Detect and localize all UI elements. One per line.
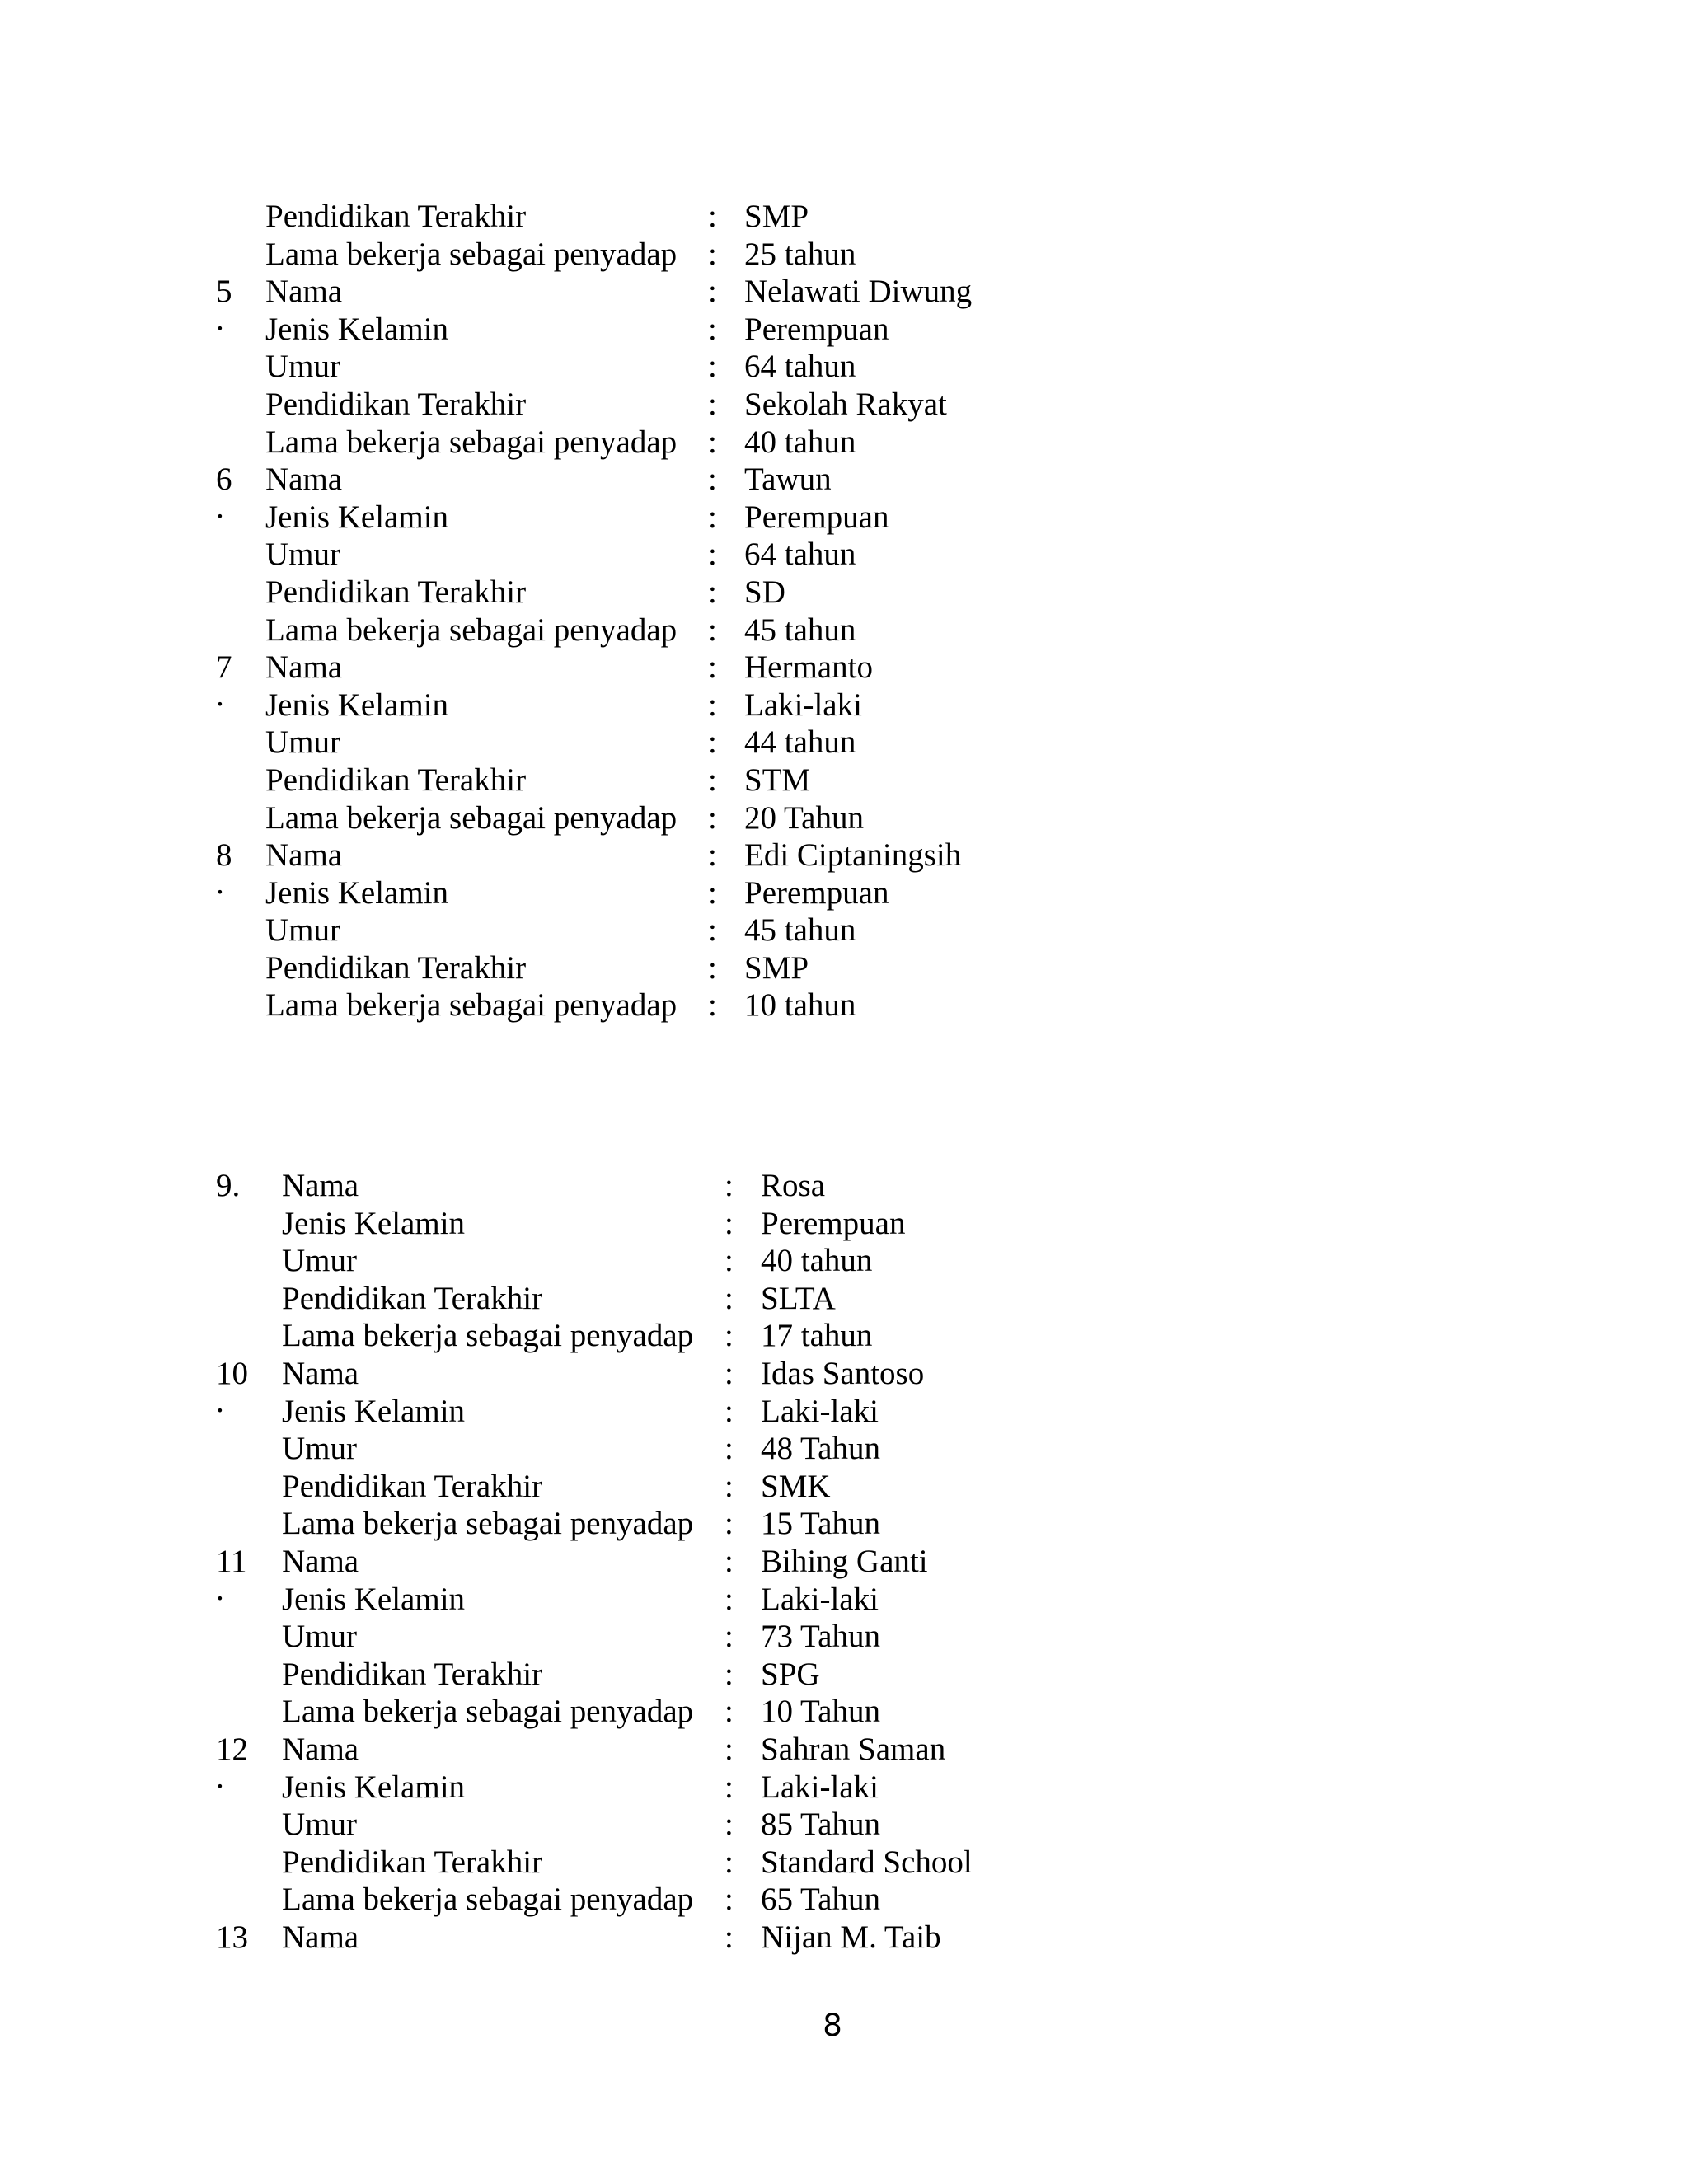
field-colon: : (708, 912, 717, 949)
field-label: Pendidikan Terakhir (265, 199, 527, 234)
field-colon: : (724, 1844, 734, 1880)
field-label: Jenis Kelamin (265, 499, 449, 535)
field-value: 45 tahun (744, 912, 856, 949)
field-colon: : (724, 1393, 734, 1429)
field-label: Nama (282, 1543, 359, 1579)
field-label: Pendidikan Terakhir (265, 574, 527, 610)
field-colon: : (708, 574, 717, 610)
field-label: Pendidikan Terakhir (282, 1468, 543, 1504)
field-value: 40 tahun (744, 424, 856, 460)
field-colon: : (724, 1694, 734, 1730)
field-colon: : (724, 1619, 734, 1655)
field-label: Lama bekerja sebagai penyadap (265, 987, 678, 1024)
field-value: Rosa (761, 1168, 825, 1203)
field-label: Pendidikan Terakhir (282, 1656, 543, 1692)
field-colon: : (708, 274, 717, 310)
field-value: SMK (761, 1468, 831, 1504)
field-label: Pendidikan Terakhir (282, 1844, 543, 1880)
entry-number-period: . (216, 489, 224, 525)
field-label: Pendidikan Terakhir (265, 949, 527, 986)
field-label: Jenis Kelamin (282, 1205, 466, 1241)
field-label: Lama bekerja sebagai penyadap (282, 1506, 694, 1542)
field-label: Nama (265, 649, 343, 686)
field-value: STM (744, 762, 811, 798)
field-colon: : (708, 687, 717, 723)
field-label: Umur (265, 912, 340, 949)
field-label: Jenis Kelamin (282, 1393, 466, 1429)
field-value: 65 Tahun (761, 1882, 880, 1918)
entry-number-period: . (216, 677, 224, 713)
field-label: Umur (265, 724, 340, 761)
entry-number: 10 (216, 1355, 248, 1391)
field-label: Umur (282, 1431, 357, 1467)
field-colon: : (724, 1506, 734, 1542)
field-label: Nama (282, 1168, 359, 1203)
entry-number-period: . (216, 1383, 224, 1419)
field-value: Laki-laki (761, 1581, 879, 1617)
entry-number: 8 (216, 837, 232, 874)
field-label: Nama (282, 1919, 359, 1955)
field-label: Nama (282, 1731, 359, 1767)
field-colon: : (724, 1656, 734, 1692)
field-colon: : (708, 762, 717, 798)
field-value: 45 tahun (744, 612, 856, 648)
field-value: SLTA (761, 1280, 836, 1316)
field-colon: : (708, 874, 717, 911)
entry-number: 11 (216, 1543, 247, 1579)
field-value: Nelawati Diwung (744, 274, 973, 310)
field-value: Laki-laki (744, 687, 862, 723)
entry-number: 6 (216, 462, 232, 498)
entry-number: 9. (216, 1168, 241, 1203)
field-label: Umur (265, 349, 340, 385)
field-colon: : (708, 311, 717, 347)
field-colon: : (708, 649, 717, 686)
field-value: Bihing Ganti (761, 1543, 928, 1579)
field-label: Lama bekerja sebagai penyadap (282, 1694, 694, 1730)
field-label: Lama bekerja sebagai penyadap (282, 1882, 694, 1918)
field-value: SD (744, 574, 785, 610)
field-label: Jenis Kelamin (265, 311, 449, 347)
field-label: Jenis Kelamin (265, 874, 449, 911)
field-value: 64 tahun (744, 537, 856, 573)
field-value: Nijan M. Taib (761, 1919, 941, 1955)
field-colon: : (724, 1581, 734, 1617)
field-value: 40 tahun (761, 1243, 873, 1279)
field-label: Jenis Kelamin (265, 687, 449, 723)
field-colon: : (708, 612, 717, 648)
field-value: Laki-laki (761, 1393, 879, 1429)
field-colon: : (708, 236, 717, 272)
field-colon: : (708, 987, 717, 1024)
field-colon: : (724, 1243, 734, 1279)
field-label: Jenis Kelamin (282, 1769, 466, 1805)
field-colon: : (724, 1280, 734, 1316)
field-colon: : (708, 799, 717, 836)
field-colon: : (708, 349, 717, 385)
field-colon: : (708, 424, 717, 460)
field-colon: : (708, 724, 717, 761)
field-colon: : (724, 1355, 734, 1391)
field-label: Pendidikan Terakhir (265, 762, 527, 798)
field-colon: : (708, 837, 717, 874)
entry-number: 12 (216, 1731, 248, 1767)
field-value: SMP (744, 199, 809, 234)
field-value: Sahran Saman (761, 1731, 946, 1767)
field-value: 17 tahun (761, 1318, 873, 1354)
field-value: 64 tahun (744, 349, 856, 385)
field-label: Jenis Kelamin (282, 1581, 466, 1617)
field-label: Umur (282, 1243, 357, 1279)
field-value: Idas Santoso (761, 1355, 925, 1391)
field-label: Umur (282, 1619, 357, 1655)
field-value: 10 tahun (744, 987, 856, 1024)
field-value: Sekolah Rakyat (744, 386, 947, 422)
field-value: Laki-laki (761, 1769, 879, 1805)
field-value: 20 Tahun (744, 799, 864, 836)
field-value: Perempuan (744, 311, 889, 347)
page-number: 8 (823, 2008, 842, 2043)
field-colon: : (724, 1468, 734, 1504)
field-colon: : (708, 537, 717, 573)
entry-number: 7 (216, 649, 232, 686)
entry-number-period: . (216, 1759, 224, 1795)
field-colon: : (708, 462, 717, 498)
field-colon: : (708, 199, 717, 234)
field-label: Lama bekerja sebagai penyadap (265, 236, 678, 272)
field-label: Nama (265, 837, 343, 874)
field-colon: : (724, 1769, 734, 1805)
entry-number-period: . (216, 1571, 224, 1607)
field-colon: : (724, 1731, 734, 1767)
field-colon: : (724, 1318, 734, 1354)
field-label: Nama (265, 462, 343, 498)
field-label: Umur (265, 537, 340, 573)
field-label: Lama bekerja sebagai penyadap (265, 799, 678, 836)
field-value: 25 tahun (744, 236, 856, 272)
entry-number: 13 (216, 1919, 248, 1955)
field-label: Pendidikan Terakhir (265, 386, 527, 422)
field-label: Lama bekerja sebagai penyadap (282, 1318, 694, 1354)
field-colon: : (724, 1168, 734, 1203)
field-value: 48 Tahun (761, 1431, 880, 1467)
field-value: SMP (744, 949, 809, 986)
field-colon: : (724, 1919, 734, 1955)
field-value: Tawun (744, 462, 832, 498)
field-value: 44 tahun (744, 724, 856, 761)
field-colon: : (724, 1205, 734, 1241)
field-value: 15 Tahun (761, 1506, 880, 1542)
field-value: 85 Tahun (761, 1807, 880, 1843)
field-label: Pendidikan Terakhir (282, 1280, 543, 1316)
field-colon: : (708, 949, 717, 986)
field-value: Perempuan (744, 874, 889, 911)
field-value: Edi Ciptaningsih (744, 837, 962, 874)
field-colon: : (724, 1807, 734, 1843)
field-value: 73 Tahun (761, 1619, 880, 1655)
field-colon: : (724, 1543, 734, 1579)
field-value: 10 Tahun (761, 1694, 880, 1730)
field-value: Standard School (761, 1844, 973, 1880)
field-colon: : (708, 499, 717, 535)
entry-number-period: . (216, 301, 224, 337)
field-colon: : (724, 1431, 734, 1467)
field-label: Lama bekerja sebagai penyadap (265, 612, 678, 648)
field-label: Nama (282, 1355, 359, 1391)
entry-number-period: . (216, 865, 224, 901)
field-colon: : (708, 386, 717, 422)
field-value: Perempuan (744, 499, 889, 535)
field-colon: : (724, 1882, 734, 1918)
field-label: Umur (282, 1807, 357, 1843)
field-label: Nama (265, 274, 343, 310)
field-value: Hermanto (744, 649, 873, 686)
field-value: Perempuan (761, 1205, 906, 1241)
field-value: SPG (761, 1656, 820, 1692)
entry-number: 5 (216, 274, 232, 310)
field-label: Lama bekerja sebagai penyadap (265, 424, 678, 460)
